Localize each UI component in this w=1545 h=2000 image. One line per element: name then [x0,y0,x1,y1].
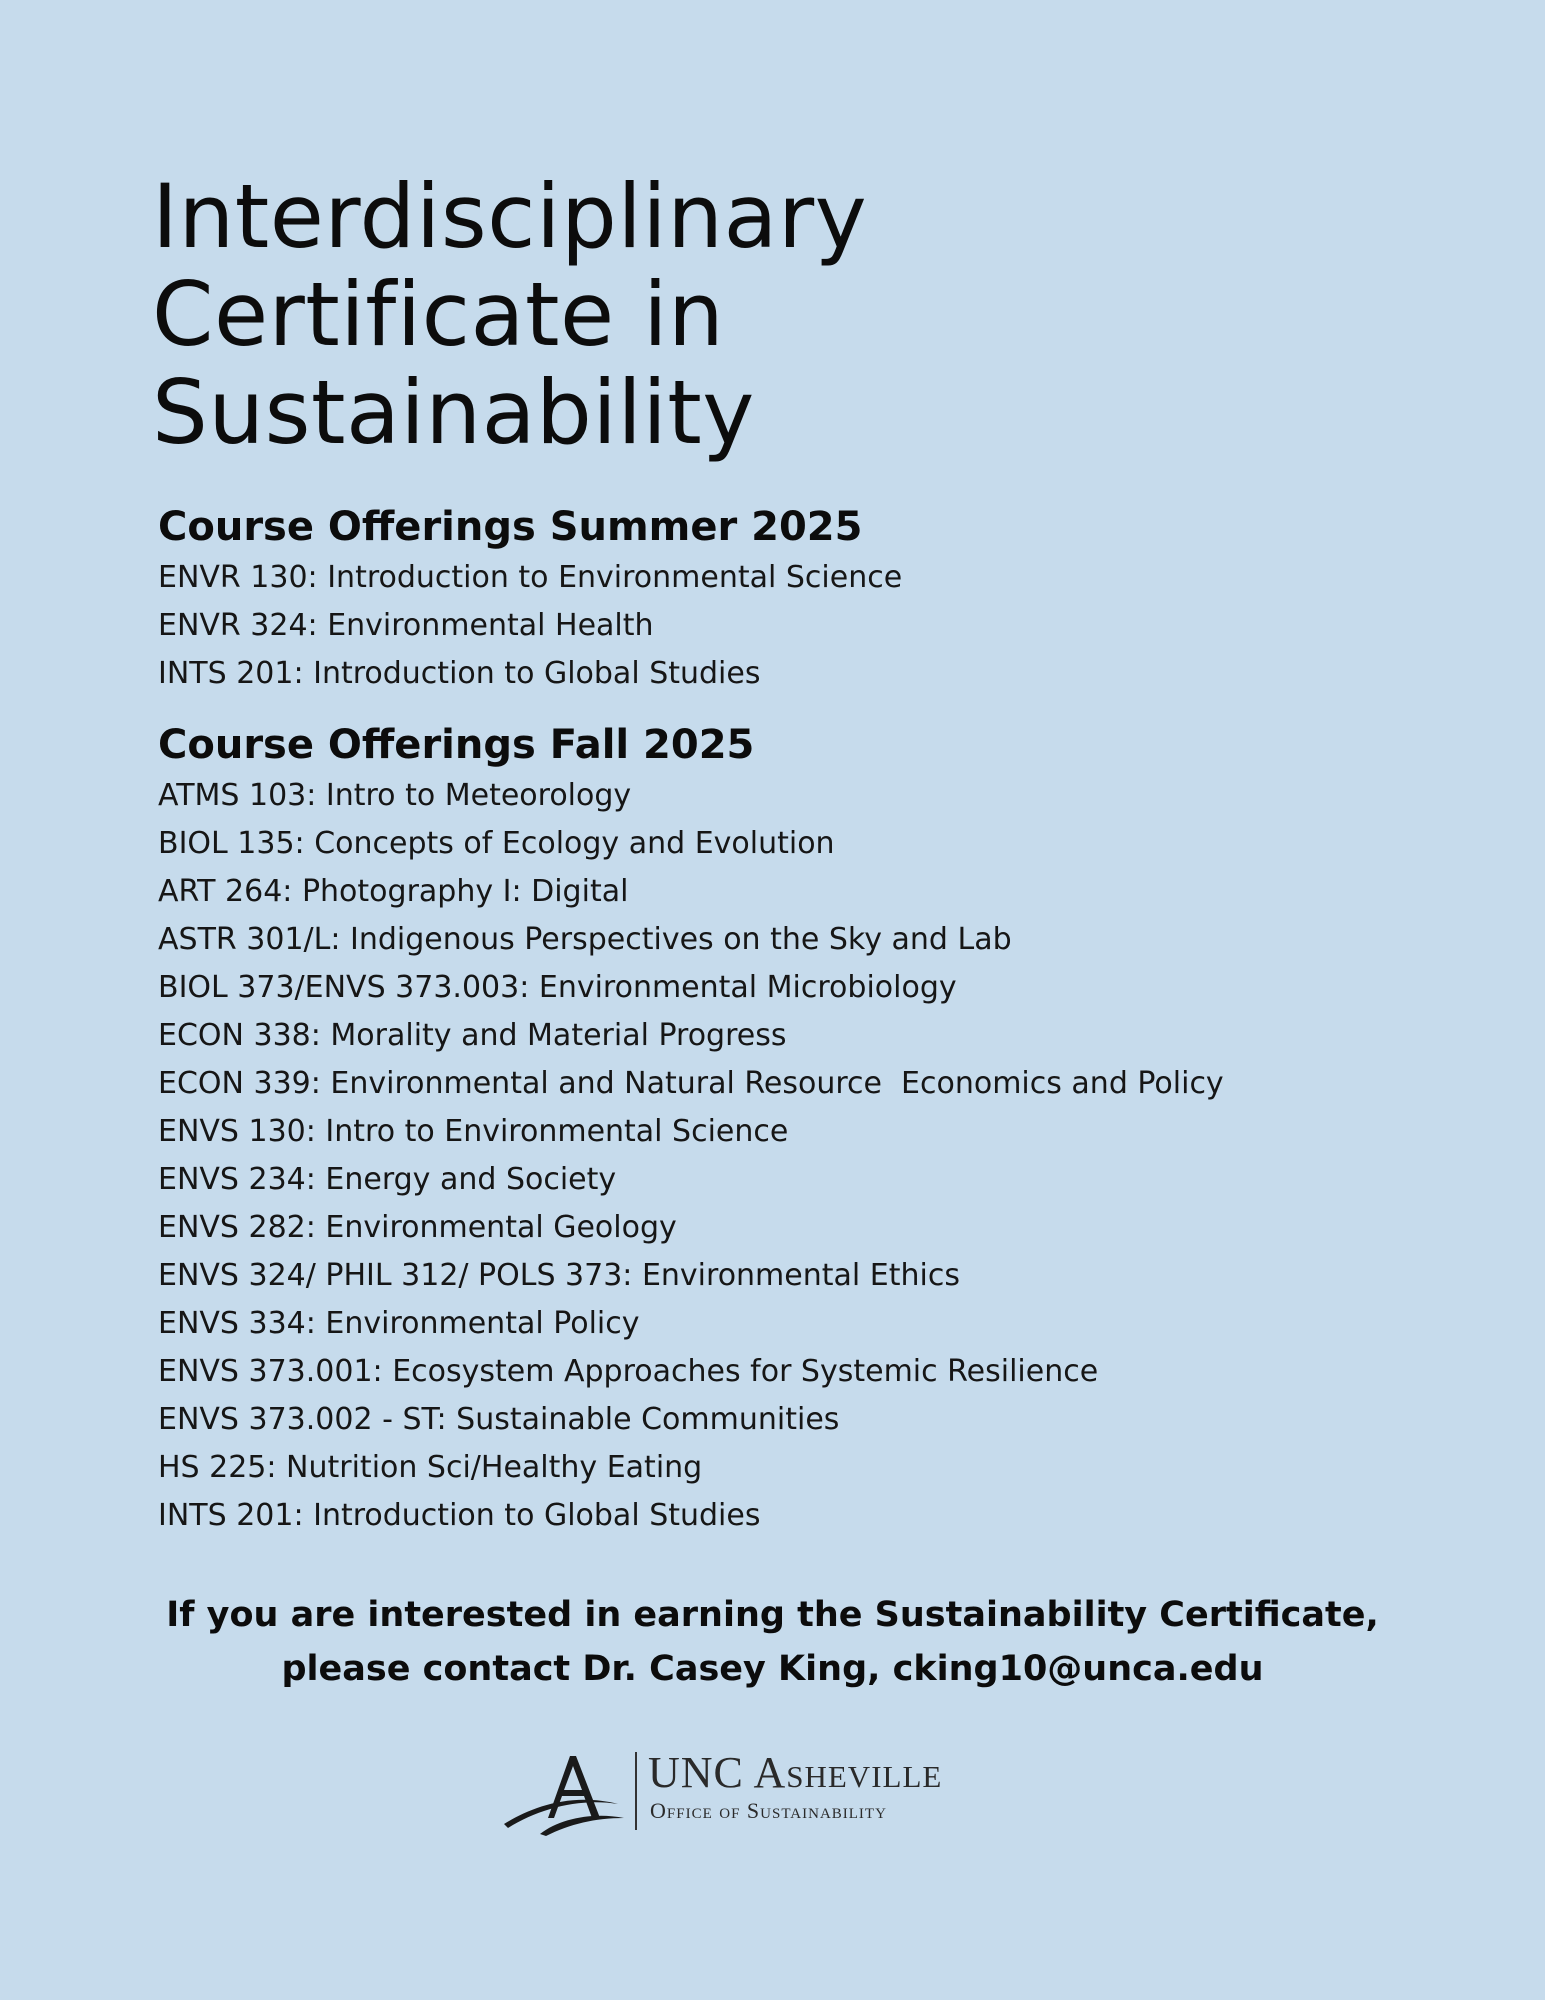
unca-a-logo-icon [500,1748,630,1838]
course-item: INTS 201: Introduction to Global Studies [158,656,761,691]
course-item: ENVS 373.001: Ecosystem Approaches for Systemic Resilience [158,1354,1099,1389]
course-item: ENVR 324: Environmental Health [158,608,654,643]
fall-heading: Course Offerings Fall 2025 [158,722,755,768]
fall-course-list [158,772,1224,1540]
course-item: HS 225: Nutrition Sci/Healthy Eating [158,1450,703,1485]
course-item: ENVS 130: Intro to Environmental Science [158,1114,789,1149]
course-item: ENVS 282: Environmental Geology [158,1210,677,1245]
title-line-1: Interdisciplinary [152,165,868,268]
course-item: ENVS 373.002 - ST: Sustainable Communities [158,1402,840,1437]
logo-name: UNC Asheville [648,1748,943,1797]
course-item: BIOL 135: Concepts of Ecology and Evolution [158,826,835,861]
summer-offerings-section [158,502,902,698]
title-line-2: Certificate in [152,263,725,366]
course-item: ECON 339: Environmental and Natural Resource Economics and Policy [158,1066,1224,1101]
course-item: INTS 201: Introduction to Global Studies [158,1498,761,1533]
summer-heading: Course Offerings Summer 2025 [158,504,863,550]
contact-line-2: please contact Dr. Casey King, cking10@unca.edu [281,1649,1264,1689]
contact-message [0,1588,1545,1696]
summer-course-list [158,554,902,698]
unca-sustainability-logo [500,1748,1000,1838]
course-item: ECON 338: Morality and Material Progress [158,1018,787,1053]
course-item: ASTR 301/L: Indigenous Perspectives on the Sky and Lab [158,922,1012,957]
course-item: ENVS 324/ PHIL 312/ POLS 373: Environmental Ethics [158,1258,960,1293]
course-item: ENVS 334: Environmental Policy [158,1306,640,1341]
logo-divider [635,1752,637,1830]
course-item: ATMS 103: Intro to Meteorology [158,778,632,813]
course-item: ENVS 234: Energy and Society [158,1162,617,1197]
course-item: ART 264: Photography I: Digital [158,874,629,909]
page-title [152,165,868,464]
fall-offerings-section [158,720,1224,1540]
course-item: ENVR 130: Introduction to Environmental Science [158,560,903,595]
title-line-3: Sustainability [152,361,755,464]
contact-line-1: If you are interested in earning the Sustainability Certificate, [166,1595,1379,1635]
logo-subtitle: Office of Sustainability [650,1798,887,1823]
course-item: BIOL 373/ENVS 373.003: Environmental Microbiology [158,970,957,1005]
